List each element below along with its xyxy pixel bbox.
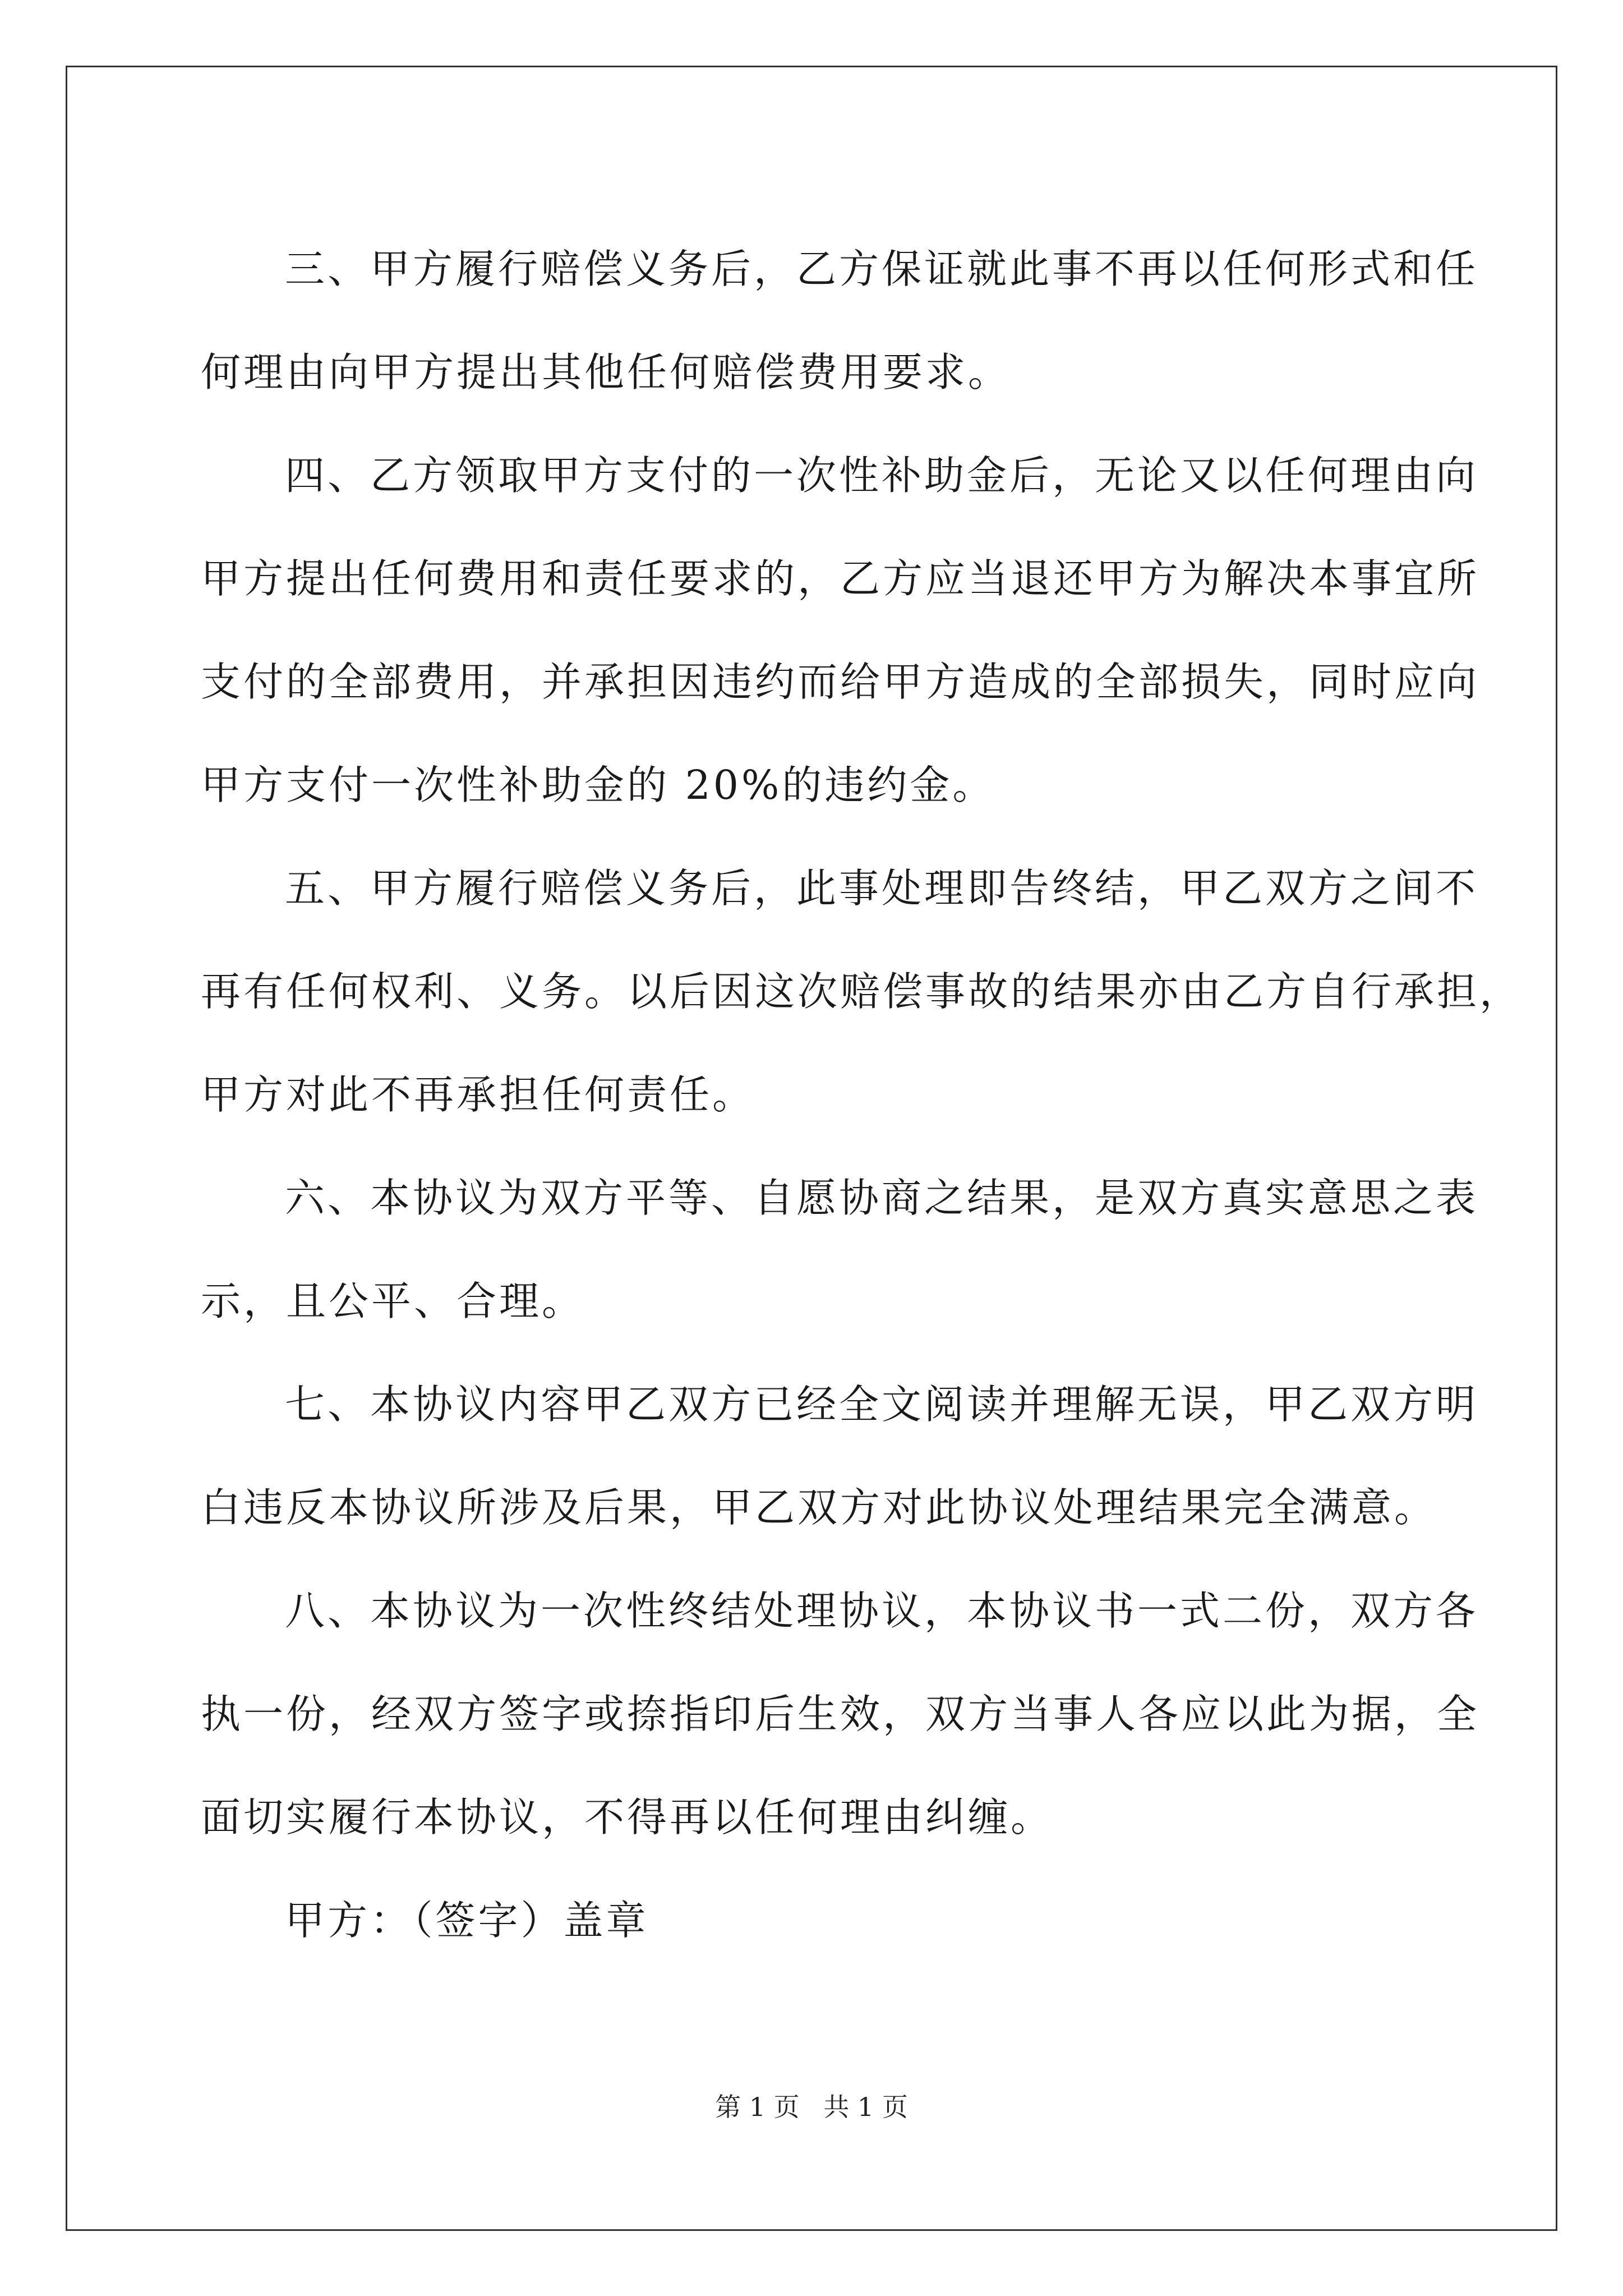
clause-5-line-1: 五、甲方履行赔偿义务后，此事处理即告终结，甲乙双方之间不 <box>285 865 1479 912</box>
page-footer <box>0 2087 1623 2124</box>
clause-8-line-2: 执一份，经双方签字或捺指印后生效，双方当事人各应以此为据，全 <box>201 1691 1480 1737</box>
clause-5-line-3: 甲方对此不再承担任何责任。 <box>201 1071 755 1118</box>
clause-5 <box>201 837 1523 1147</box>
clause-6 <box>201 1147 1479 1353</box>
clause-3-line-2: 何理由向甲方提出其他任何赔偿费用要求。 <box>201 349 1011 395</box>
clause-5-line-2: 再有任何权利、义务。以后因这次赔偿事故的结果亦由乙方自行承担， <box>201 968 1523 1015</box>
clause-6-line-1: 六、本协议为双方平等、自愿协商之结果，是双方真实意思之表 <box>285 1175 1479 1221</box>
clause-7-line-1: 七、本协议内容甲乙双方已经全文阅读并理解无误，甲乙双方明 <box>285 1381 1479 1428</box>
clause-8 <box>201 1559 1480 1869</box>
clause-4-line-2: 甲方提出任何费用和责任要求的，乙方应当退还甲方为解决本事宜所 <box>201 555 1480 602</box>
page-number: 第 1 页 <box>715 2092 800 2122</box>
clause-8-line-1: 八、本协议为一次性终结处理协议，本协议书一式二份，双方各 <box>285 1588 1479 1634</box>
clause-3-line-1: 三、甲方履行赔偿义务后，乙方保证就此事不再以任何形式和任 <box>285 246 1479 292</box>
clause-7-line-2: 白违反本协议所涉及后果，甲乙双方对此协议处理结果完全满意。 <box>201 1484 1437 1531</box>
clause-3 <box>201 218 1479 424</box>
clause-4-line-3: 支付的全部费用，并承担因违约而给甲方造成的全部损失，同时应向 <box>201 659 1480 705</box>
clause-8-line-3: 面切实履行本协议，不得再以任何理由纠缠。 <box>201 1794 1054 1841</box>
clause-7 <box>201 1353 1479 1559</box>
clause-4-line-1: 四、乙方领取甲方支付的一次性补助金后，无论又以任何理由向 <box>285 452 1479 499</box>
party-a-signature-line: 甲方：（签字）盖章 <box>285 1897 649 1944</box>
clause-4-line-4: 甲方支付一次性补助金的 20%的违约金。 <box>201 762 995 808</box>
clause-4 <box>201 424 1480 837</box>
clause-6-line-2: 示，且公平、合理。 <box>201 1278 585 1324</box>
page-total: 共 1 页 <box>823 2092 908 2122</box>
document-body <box>201 218 1523 1972</box>
